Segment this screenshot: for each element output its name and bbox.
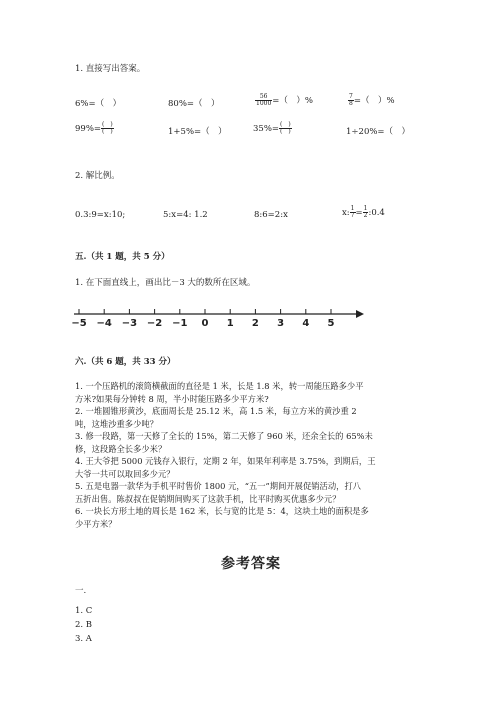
problem-text-line: 6. 一块长方形土地的周长是 162 米，长与宽的比是 5：4，这块土地的面积是多 <box>75 506 369 516</box>
number-line-label: −1 <box>172 318 188 329</box>
arrow-icon <box>356 310 364 318</box>
number-line-label: −3 <box>121 318 138 329</box>
problem-2c: 35%= $\frac{( )}{( )}$ <box>253 121 291 135</box>
problem-text-line: 大爷一共可以取回多少元？ <box>75 468 175 479</box>
problem-text-line: 方米?如果每分钟转 8 周，半小时能压路多少平方米? <box>75 393 269 404</box>
problem-text-line: 2. 一堆圆锥形黄沙，底面周长是 25.12 米，高 1.5 米，每立方米的黄沙重 2 <box>75 406 357 416</box>
section-5-question: 1. 在下面直线上，画出比－3 大的数所在区域。 <box>75 278 256 288</box>
ratio-a: 0.3:9=x:10; <box>75 210 126 220</box>
problem-text-line: 五折出售。陈叔叔在促销期间购买了这款手机，比平时购买优惠多少元？ <box>75 493 341 504</box>
number-line-label: −2 <box>146 318 163 329</box>
problem-text-line: 3. 修一段路，第一天修了全长的 15%，第二天修了 960 米，还余全长的 65%未 <box>75 431 373 441</box>
answer-title: 参考答案 <box>221 556 281 572</box>
answer-item: 3. A <box>75 634 92 644</box>
answer-item: 2. B <box>75 620 93 630</box>
problem-2b: 1+5%=（ ） <box>168 127 227 137</box>
fraction: $\frac{7}{8}$ <box>349 93 353 107</box>
number-line-label: 0 <box>201 318 209 329</box>
ratio-c: 8:6=2:x <box>254 210 288 220</box>
fraction: $\frac{1}{2}$ <box>363 205 368 219</box>
answer-section: 一. <box>75 586 87 596</box>
problem-1b: 80%=（ ） <box>168 99 220 109</box>
problem-1c: $\frac{56}{1000}$ =（ ）% <box>256 93 313 107</box>
number-line-label: 3 <box>277 318 285 329</box>
question-heading-2: 2. 解比例。 <box>75 171 120 181</box>
problem-text-line: 5. 五是电器一款华为手机平时售价 1800 元，“五一”期间开展促销活动，打八 <box>75 481 362 491</box>
problem-text-line: 4. 王大爷把 5000 元钱存入银行，定期 2 年，如果年利率是 3.75%，到期后，王 <box>75 456 376 466</box>
problem-text-line: 修，这段路全长多少米？ <box>75 443 167 454</box>
section-5-title: 五.（共 1 题，共 5 分） <box>75 252 170 262</box>
ratio-b: 5:x=4: 1.2 <box>163 210 208 220</box>
number-line-label: 1 <box>226 318 234 329</box>
number-line-label: 2 <box>251 318 259 329</box>
problem-2d: 1÷20%=（ ） <box>346 127 411 137</box>
problem-1a: 6%=（ ） <box>75 99 122 109</box>
fraction: $\frac{( )}{( )}$ <box>280 121 291 135</box>
fraction: $\frac{( )}{( )}$ <box>102 121 113 135</box>
ratio-d: x: $\frac{1}{7}$ = $\frac{1}{2}$ :0.4 <box>342 205 385 219</box>
question-heading-1: 1. 直接写出答案。 <box>75 64 146 74</box>
number-line-label: 4 <box>302 318 310 329</box>
number-line-label: 5 <box>327 318 335 329</box>
number-line-label: −5 <box>71 318 87 329</box>
number-line-label: −4 <box>96 318 112 329</box>
section-6-title: 六.（共 6 题，共 33 分） <box>75 357 176 367</box>
answer-item: 1. C <box>75 606 93 616</box>
section-6-problems <box>75 380 425 530</box>
problem-2a: 99%= $\frac{( )}{( )}$ <box>75 121 113 135</box>
problem-1d: $\frac{7}{8}$ =（ ）% <box>349 93 395 107</box>
problem-text-line: 1. 一个压路机的滚筒横截面的直径是 1 米，长是 1.8 米，转一周能压路多少平 <box>75 381 364 391</box>
fraction: $\frac{56}{1000}$ <box>256 93 272 107</box>
problem-text-line: 吨，这堆沙重多少吨？ <box>75 418 158 429</box>
fraction: $\frac{1}{7}$ <box>350 205 355 219</box>
problem-text-line: 少平方米？ <box>75 518 117 529</box>
